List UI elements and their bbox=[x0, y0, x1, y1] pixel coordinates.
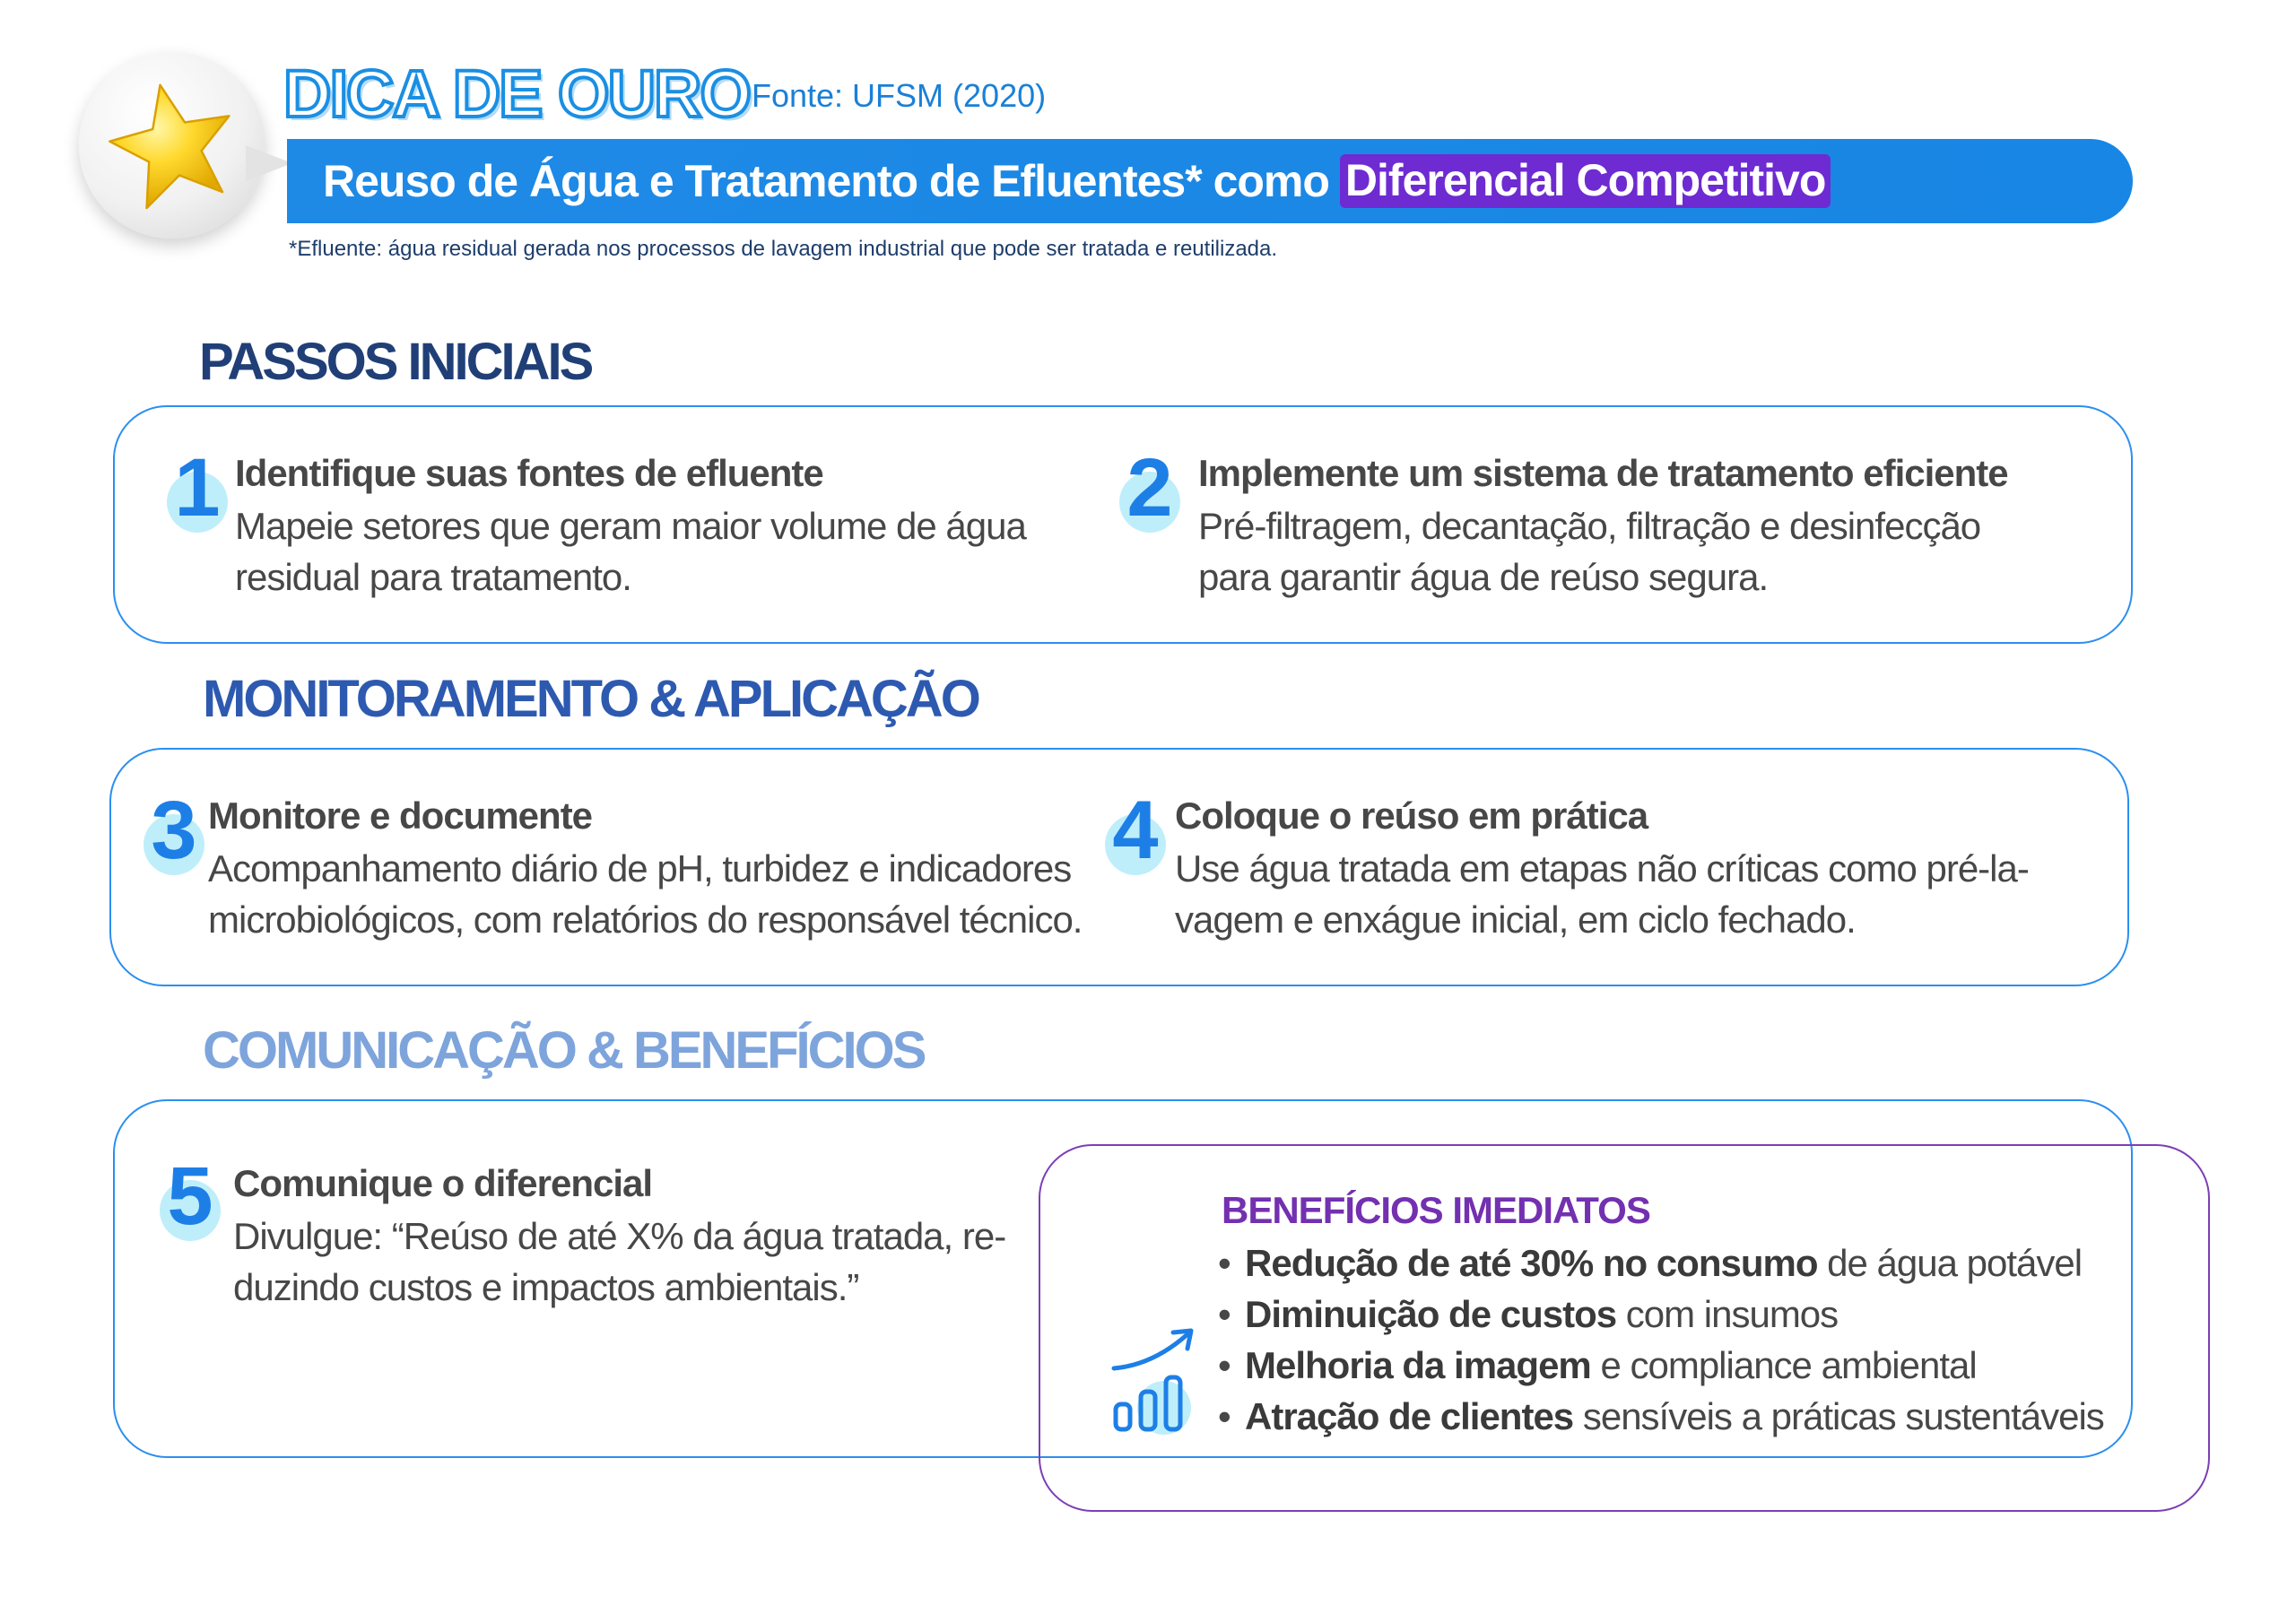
step-description: Pré-filtragem, decantação, filtração e desinfecção para garantir água de reúso segura. bbox=[1198, 505, 1981, 598]
badge-title: DICA DE OURO bbox=[283, 56, 751, 131]
step-title: Implemente um sistema de tratamento eficiente bbox=[1198, 452, 2008, 494]
list-item: • Melhoria da imagem e compliance ambiental bbox=[1218, 1344, 1977, 1386]
growth-chart-icon bbox=[1109, 1322, 1207, 1436]
step-title: Identifique suas fontes de efluente bbox=[235, 452, 823, 494]
headline-banner bbox=[287, 139, 2133, 223]
benefits-title: BENEFÍCIOS IMEDIATOS bbox=[1222, 1189, 1650, 1231]
step-title: Monitore e documente bbox=[208, 794, 593, 837]
section-title-passos-iniciais: PASSOS INICIAIS bbox=[199, 333, 592, 391]
star-badge bbox=[79, 52, 265, 239]
step-number: 4 bbox=[1101, 798, 1170, 866]
step-description: Divulgue: “Reúso de até X% da água tratada, re- duzindo custos e impactos ambientais.” bbox=[233, 1215, 1006, 1308]
step-title: Coloque o reúso em prática bbox=[1175, 794, 1648, 837]
list-item: • Atração de clientes sensíveis a práticas sustentáveis bbox=[1218, 1395, 2104, 1437]
step-number: 1 bbox=[163, 456, 231, 524]
step-number: 2 bbox=[1116, 456, 1184, 524]
section-title-monitoramento: MONITORAMENTO & APLICAÇÃO bbox=[203, 670, 978, 728]
step-description: Use água tratada em etapas não críticas como pré-la- vagem e enxágue inicial, em ciclo fechado. bbox=[1175, 847, 2029, 941]
list-item: • Diminuição de custos com insumos bbox=[1218, 1293, 1839, 1335]
source-citation: Fonte: UFSM (2020) bbox=[752, 77, 1047, 114]
headline-text: Reuso de Água e Tratamento de Efluentes* como bbox=[323, 156, 1329, 206]
step-description: Mapeie setores que geram maior volume de água residual para tratamento. bbox=[235, 505, 1026, 598]
step-description: Acompanhamento diário de pH, turbidez e indicadores microbiológicos, com relatórios do responsável técnico. bbox=[208, 847, 1083, 941]
headline-highlight: Diferencial Competitivo bbox=[1340, 154, 1831, 208]
step-number: 5 bbox=[156, 1164, 224, 1232]
step-number: 3 bbox=[140, 798, 208, 866]
footnote: *Efluente: água residual gerada nos processos de lavagem industrial que pode ser tratada e reutilizada. bbox=[289, 237, 1278, 261]
step-title: Comunique o diferencial bbox=[233, 1162, 653, 1204]
benefits-list bbox=[1218, 1237, 2104, 1442]
section-title-comunicacao: COMUNICAÇÃO & BENEFÍCIOS bbox=[203, 1021, 925, 1080]
list-item: • Redução de até 30% no consumo de água potável bbox=[1218, 1242, 2083, 1284]
star-icon bbox=[99, 72, 248, 221]
